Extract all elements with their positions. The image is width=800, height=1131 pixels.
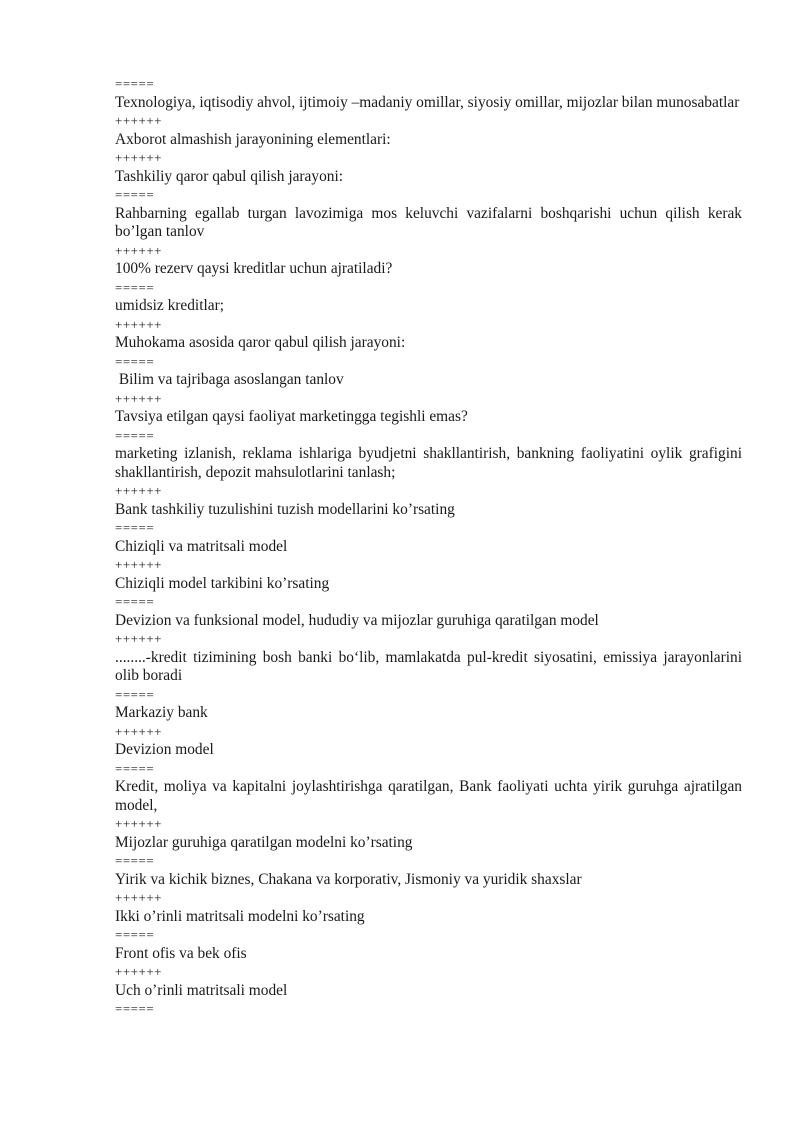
separator-plus: ++++++ — [115, 816, 162, 831]
separator-plus: ++++++ — [115, 390, 162, 406]
question-text: Devizion model — [115, 741, 214, 758]
question-text: Tashkiliy qaror qabul qilish jarayoni: — [115, 167, 344, 185]
separator-equals: ===== — [115, 760, 155, 776]
document-page — [115, 75, 742, 1019]
question-text: Bank tashkiliy tuzulishini tuzish modellarini ko’rsating — [115, 500, 455, 518]
question-text: Ikki o’rinli matritsali modelni ko’rsating — [115, 907, 365, 925]
answer-text: Markaziy bank — [115, 704, 208, 721]
answer-text: Front ofis va bek ofis — [115, 944, 247, 962]
answer-text: Devizion va funksional model, hududiy va mijozlar guruhiga qaratilgan model — [115, 611, 599, 629]
separator-plus: ++++++ — [115, 242, 162, 258]
answer-text: Texnologiya, iqtisodiy ahvol, ijtimoiy –madaniy omillar, siyosiy omillar, mijozlar bilan munosabatlar — [115, 93, 740, 111]
separator-plus: ++++++ — [115, 557, 162, 572]
separator-equals: ===== — [115, 1001, 155, 1016]
separator-equals: ===== — [115, 686, 155, 702]
question-text: Mijozlar guruhiga qaratilgan modelni ko’rsating — [115, 833, 413, 851]
separator-equals: ===== — [115, 279, 155, 295]
separator-plus: ++++++ — [115, 723, 162, 739]
answer-text: Yirik va kichik biznes, Chakana va korporativ, Jismoniy va yuridik shaxslar — [115, 870, 582, 888]
separator-equals: ===== — [115, 353, 155, 369]
question-text: Uch o’rinli matritsali model — [115, 981, 288, 999]
separator-equals: ===== — [115, 927, 155, 942]
separator-equals: ===== — [115, 520, 155, 535]
question-text: Chiziqli model tarkibini ko’rsating — [115, 574, 330, 592]
question-text: 100% rezerv qaysi kreditlar uchun ajratiladi? — [115, 260, 393, 277]
answer-text: marketing izlanish, reklama ishlariga byudjetni shakllantirish, bankning faoliyatini oylik grafigini shakllantirish, depozit mahsulotlarini tanlash; — [115, 445, 742, 481]
separator-plus: ++++++ — [115, 113, 162, 128]
separator-plus: ++++++ — [115, 631, 162, 646]
answer-text: Chiziqli va matritsali model — [115, 537, 288, 555]
answer-text: Rahbarning egallab turgan lavozimiga mos keluvchi vazifalarni boshqarishi uchun qilish kerak bo’lgan tanlov — [115, 204, 742, 240]
separator-plus: ++++++ — [115, 964, 162, 979]
separator-plus: ++++++ — [115, 150, 162, 165]
answer-text: Bilim va tajribaga asoslangan tanlov — [115, 371, 344, 388]
separator-equals: ===== — [115, 427, 155, 443]
separator-plus: ++++++ — [115, 316, 162, 332]
question-text: ........-kredit tizimining bosh banki bo‘lib, mamlakatda pul-kredit siyosatini, emissiya jarayonlarini olib boradi — [115, 648, 742, 684]
separator-equals: ===== — [115, 853, 155, 868]
separator-equals: ===== — [115, 187, 155, 202]
question-text: Muhokama asosida qaror qabul qilish jarayoni: — [115, 334, 406, 351]
question-text: Tavsiya etilgan qaysi faoliyat marketingga tegishli emas? — [115, 408, 468, 425]
separator-plus: ++++++ — [115, 890, 162, 905]
separator-equals: ===== — [115, 594, 155, 609]
separator-plus: ++++++ — [115, 483, 162, 498]
question-text: Axborot almashish jarayonining elementlari: — [115, 130, 391, 148]
separator-equals: ===== — [115, 76, 155, 91]
answer-text: umidsiz kreditlar; — [115, 297, 224, 314]
answer-text: Kredit, moliya va kapitalni joylashtirishga qaratilgan, Bank faoliyati uchta yirik guruhga ajratilgan model, — [115, 778, 742, 814]
